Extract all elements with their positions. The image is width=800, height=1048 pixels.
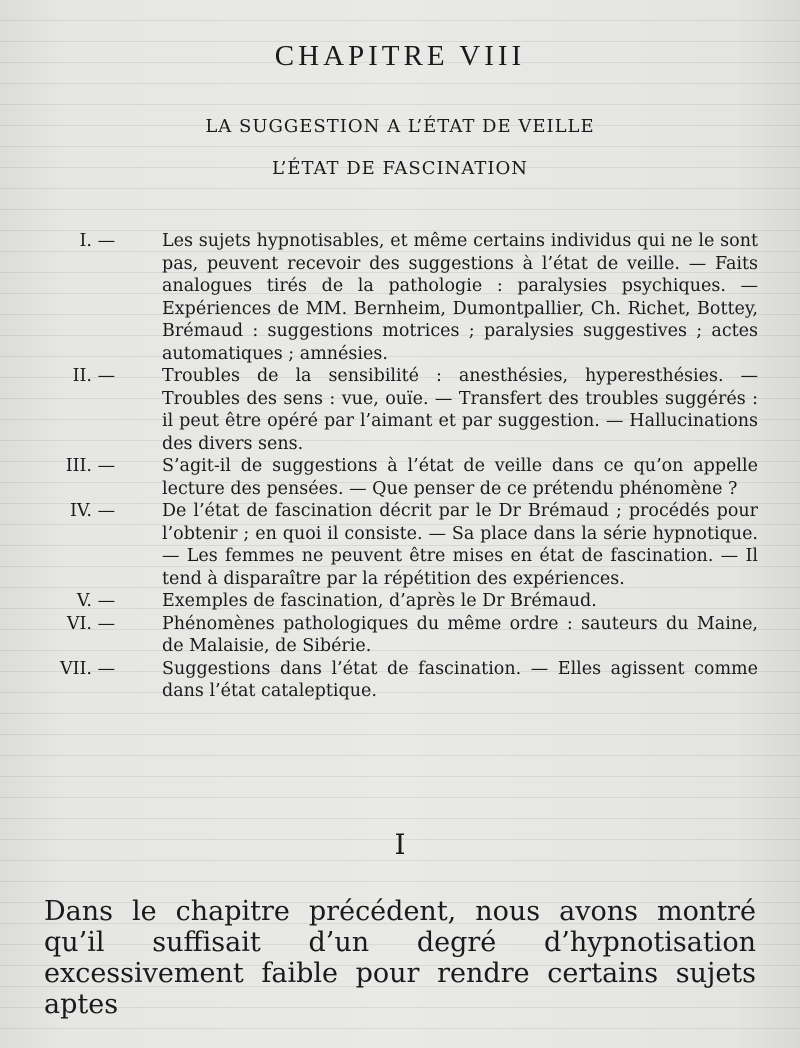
summary-entry: III. — S’agit-il de suggestions à l’état de veille dans ce qu’on appelle lecture des pensées. — Que penser de ce prétendu phénomène ? [40,455,758,500]
summary-entry: VI. — Phénomènes pathologiques du même ordre : sauteurs du Maine, de Malaisie, de Sibérie. [40,613,758,658]
summary-entry-number: V. [76,591,92,611]
summary-entry-text: Troubles de la sensibilité : anesthésies, hyperesthésies. — Troubles des sens : vue, ouïe. — Transfert des troubles suggérés : il peut être opéré par l’aimant et par suggestion. — Hallucinations des divers sens. [162,366,758,454]
summary-entry: IV. — De l’état de fascination décrit par le Dr Brémaud ; procédés pour l’obtenir ; en quoi il consiste. — Sa place dans la série hypnotique. — Les femmes ne peuvent être mises en état de fascination. — Il tend à disparaître par la répétition des expériences. [40,500,758,590]
summary-entry-text: Les sujets hypnotisables, et même certains individus qui ne le sont pas, peuvent recevoir des suggestions à l’état de veille. — Faits analogues tirés de la pathologie : paralysies psychiques. — Expériences de MM. Bernheim, Dumontpallier, Ch. Richet, Bottey, Brémaud : suggestions motrices ; paralysies suggestives ; actes automatiques ; amnésies. [162,231,758,364]
summary-entry-number: II. [72,366,92,386]
summary-entry-number: I. [79,231,92,251]
summary-entry-number: IV. [69,501,92,521]
summary-entry: II. — Troubles de la sensibilité : anesthésies, hyperesthésies. — Troubles des sens : vue, ouïe. — Transfert des troubles suggérés : il peut être opéré par l’aimant et par suggestion. — Hallucinations des divers sens. [40,365,758,455]
summary-entry-text: S’agit-il de suggestions à l’état de veille dans ce qu’on appelle lecture des pensées. — Que penser de ce prétendu phénomène ? [162,456,758,499]
summary-entry: VII. — Suggestions dans l’état de fascination. — Elles agissent comme dans l’état cataleptique. [40,658,758,703]
summary-entry-text: Phénomènes pathologiques du même ordre : sauteurs du Maine, de Malaisie, de Sibérie. [162,613,758,656]
summary-entry-text: De l’état de fascination décrit par le Dr Brémaud ; procédés pour l’obtenir ; en quoi il consiste. — Sa place dans la série hypnotique. — Les femmes ne peuvent être mises en état de fascination. — Il tend à disparaître par la répétition des expériences. [162,501,758,589]
summary-entry: I. — Les sujets hypnotisables, et même certains individus qui ne le sont pas, peuvent recevoir des suggestions à l’état de veille. — Faits analogues tirés de la pathologie : paralysies psychiques. — Expériences de MM. Bernheim, Dumontpallier, Ch. Richet, Bottey, Brémaud : suggestions motrices ; paralysies suggestives ; actes automatiques ; amnésies. [40,230,758,365]
body-paragraph: Dans le chapitre précédent, nous avons montré qu’il suffisait d’un degré d’hypnotisation excessivement faible pour rendre certains sujets aptes [44,896,756,1020]
summary-entry-number: VI. [66,613,92,634]
chapter-subtitle-2: L’ÉTAT DE FASCINATION [271,158,529,179]
chapter-title: CHAPITRE VIII [274,40,526,72]
summary-entry-text: Exemples de fascination, d’après le Dr Brémaud. [162,591,597,611]
section-numeral: I [394,828,406,861]
summary-entry-text: Suggestions dans l’état de fascination. — Elles agissent comme dans l’état cataleptique. [162,658,758,701]
summary-entry: V. — Exemples de fascination, d’après le Dr Brémaud. [40,590,758,613]
summary-entry-number: III. [65,456,92,476]
chapter-subtitle-1: LA SUGGESTION A L’ÉTAT DE VEILLE [205,116,595,137]
chapter-summary [40,230,758,703]
summary-entry-number: VII. [59,658,92,679]
